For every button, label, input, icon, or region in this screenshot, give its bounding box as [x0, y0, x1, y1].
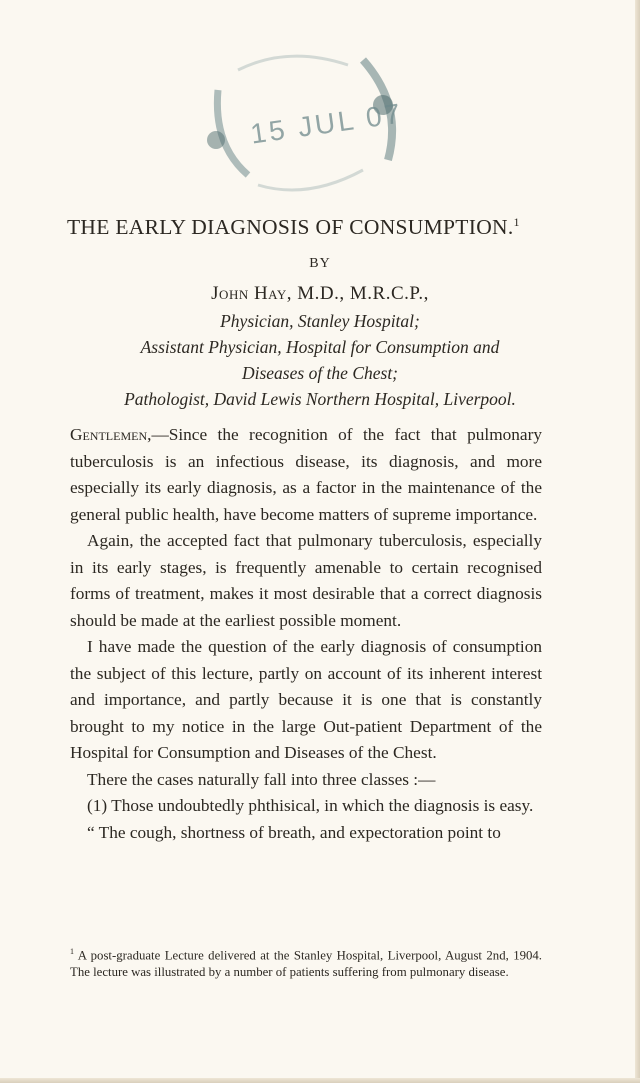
- stamp-date: 15 JUL 07: [248, 97, 405, 150]
- page-edge-right: [635, 0, 640, 1083]
- affiliation-1: Physician, Stanley Hospital;: [220, 311, 420, 331]
- paragraph-4: There the cases naturally fall into three classes :—: [87, 769, 436, 789]
- page-edge-bottom: [0, 1078, 640, 1083]
- paragraph-5: (1) Those undoubtedly phthisical, in which the diagnosis is easy.: [87, 796, 534, 815]
- title-text: THE EARLY DIAGNOSIS OF CONSUMPTION.: [67, 215, 514, 240]
- paragraph-3: I have made the question of the early diagnosis of consumption the subject of this lecture, partly on account of its inherent interest and importance, and partly because it is one that is constantly brought to my notice in the large Out-patient Department of the Hospital for Consumption and Diseases of the Chest.: [70, 637, 542, 762]
- salutation: Gentlemen,: [70, 425, 152, 444]
- paragraph-2: Again, the accepted fact that pulmonary tuberculosis, especially in its early stages, is frequently amenable to certain recognised forms of treatment, makes it most desirable that a correct diagnosis should be made at the earliest possible moment.: [70, 531, 542, 630]
- article-title: [67, 215, 587, 240]
- affiliation-2: Assistant Physician, Hospital for Consumption and: [140, 337, 500, 357]
- footnote: [70, 943, 542, 981]
- paragraph-1-text: —Since the recognition of the fact that pulmonary tuberculosis is an infectious disease, its diagnosis, and more especially its early diagnosis, as a factor in the maintenance of the general public health, have become matters of supreme importance.: [70, 425, 542, 524]
- footnote-text: A post-graduate Lecture delivered at the Stanley Hospital, Liverpool, August 2nd, 1904. The lecture was illustrated by a number of patients suffering from pulmonary disease.: [70, 948, 542, 980]
- paragraph-1: [70, 422, 542, 528]
- body-text: [70, 422, 542, 846]
- title-footnote-mark: 1: [513, 215, 520, 229]
- paragraph-6: “ The cough, shortness of breath, and expectoration point to: [87, 822, 501, 842]
- byline: BY: [309, 256, 331, 271]
- affiliation-3: Diseases of the Chest;: [241, 363, 399, 383]
- footnote-mark: 1: [70, 947, 74, 956]
- affiliation-4: Pathologist, David Lewis Northern Hospital, Liverpool.: [124, 389, 516, 409]
- author-name: John Hay, M.D., M.R.C.P.,: [211, 283, 429, 304]
- library-stamp: [188, 50, 418, 200]
